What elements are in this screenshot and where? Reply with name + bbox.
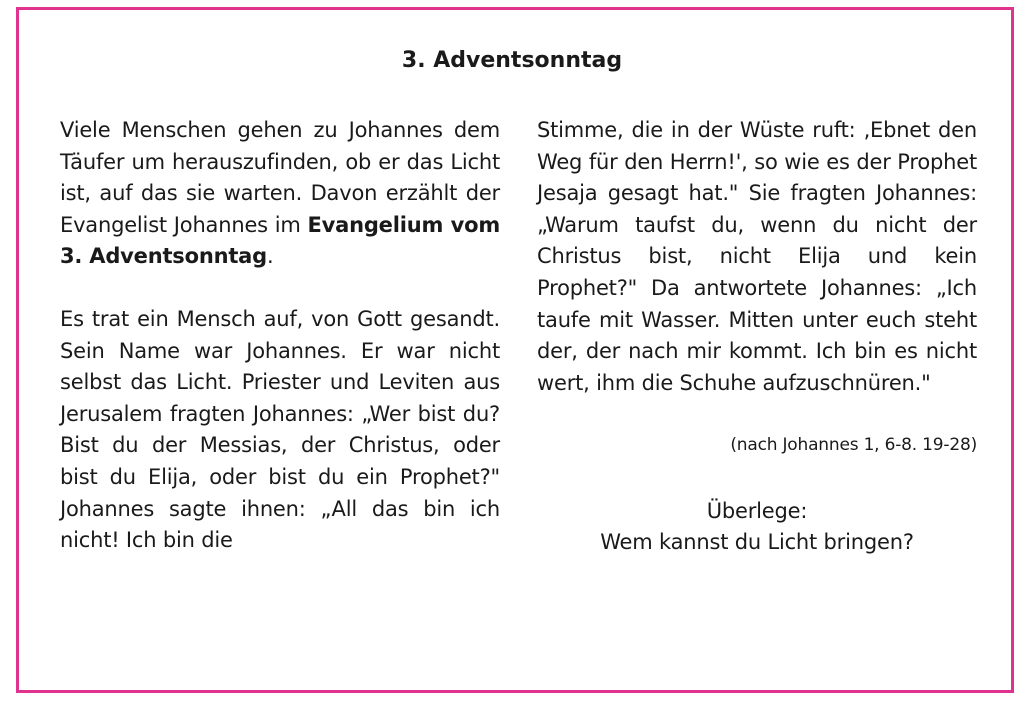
gospel-paragraph-right: Stimme, die in der Wüste ruft: ‚Ebnet den Weg für den Herrn!', so wie es der Prophet Jesaja gesagt hat." Sie fragten Johannes: „Warum taufst du, wenn du nicht der Christus bist, nicht Elija und kein Prophet?" Da antwortete Johannes: „Ich taufe mit Wasser. Mitten unter euch steht der, der nach mir kommt. Ich bin es nicht wert, ihm die Schuhe aufzuschnüren."	[537, 118, 977, 395]
reflection-question: Wem kannst du Licht bringen?	[600, 529, 914, 554]
bible-reference: (nach Johannes 1, 6-8. 19-28)	[730, 435, 977, 456]
intro-bold-text: Evangelium vom 3. Adventsonntag	[60, 212, 500, 269]
right-column	[537, 115, 977, 558]
page-title: 3. Adventsonntag	[401, 48, 623, 73]
intro-paragraph	[60, 115, 500, 273]
intro-text-end: .	[266, 244, 274, 269]
left-column	[60, 115, 500, 557]
reflection-heading: Überlege:	[706, 498, 808, 523]
gospel-paragraph-left: Es trat ein Mensch auf, von Gott gesandt. Sein Name war Johannes. Er war nicht selbst das Licht. Priester und Leviten aus Jerusalem fragten Johannes: „Wer bist du? Bist du der Messias, der Christus, oder bist du Elija, oder bist du ein Prophet?" Johannes sagte ihnen: „All das bin ich nicht! Ich bin die	[60, 306, 500, 553]
reflection-block	[537, 496, 977, 558]
intro-text: Viele Menschen gehen zu Johannes dem Täufer um herauszufinden, ob er das Licht ist, auf das sie warten. Davon erzählt der Evangelist Johannes im	[60, 118, 500, 237]
